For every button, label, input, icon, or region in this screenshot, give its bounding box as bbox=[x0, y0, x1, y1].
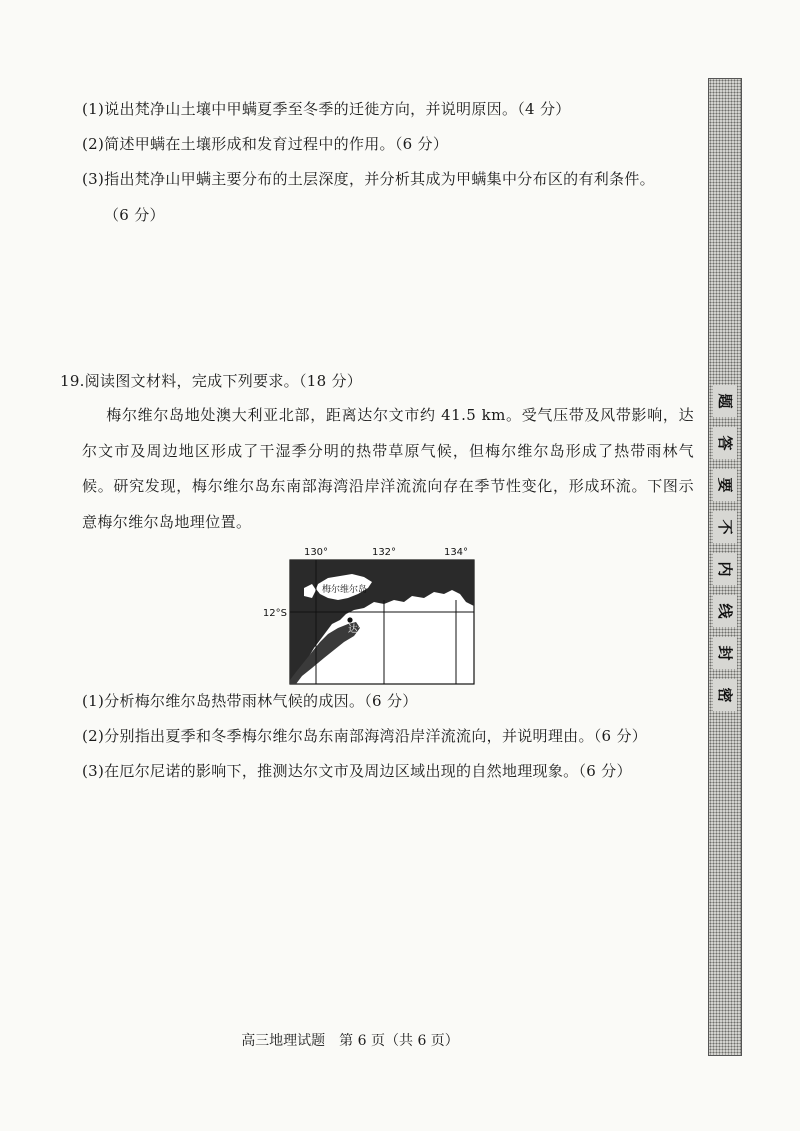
seal-char-1: 密 bbox=[713, 679, 737, 711]
q19-heading: 19.阅读图文材料，完成下列要求。（18 分） bbox=[60, 372, 363, 390]
q19-material-text: 梅尔维尔岛地处澳大利亚北部，距离达尔文市约 41.5 km。受气压带及风带影响，达尔文市及周边地区形成了干湿季分明的热带草原气候，但梅尔维尔岛形成了热带雨林气候。研究发现，梅尔维尔岛东南部海湾沿岸洋流流向存在季节性变化，形成环流。下图示意梅尔维尔岛地理位置。 bbox=[82, 406, 694, 531]
q18-sub2: (2)简述甲螨在土壤形成和发育过程中的作用。（6 分） bbox=[82, 135, 449, 153]
darwin-label: 达尔文 bbox=[348, 624, 377, 635]
lon-label-130: 130° bbox=[303, 547, 329, 558]
lon-label-132: 132° bbox=[371, 547, 397, 558]
seal-char-3: 线 bbox=[713, 595, 737, 627]
seal-char-7: 答 bbox=[713, 427, 737, 459]
q18-sub1: (1)说出梵净山土壤中甲螨夏季至冬季的迁徙方向，并说明原因。（4 分） bbox=[82, 100, 571, 118]
map-figure bbox=[256, 544, 486, 690]
lat-label-12s: 12°S bbox=[262, 608, 287, 619]
seal-char-5: 不 bbox=[713, 511, 737, 543]
seal-char-4: 内 bbox=[713, 553, 737, 585]
q19-sub1: (1)分析梅尔维尔岛热带雨林气候的成因。（6 分） bbox=[82, 692, 418, 710]
darwin-point bbox=[347, 617, 352, 622]
page-footer: 高三地理试题 第 6 页（共 6 页） bbox=[241, 1033, 459, 1049]
q19-sub3: (3)在厄尔尼诺的影响下，推测达尔文市及周边区域出现的自然地理现象。（6 分） bbox=[82, 762, 632, 780]
seal-char-2: 封 bbox=[713, 637, 737, 669]
island-label: 梅尔维尔岛 bbox=[322, 585, 368, 595]
q18-sub3-line1: (3)指出梵净山甲螨主要分布的土层深度，并分析其成为甲螨集中分布区的有利条件。 bbox=[82, 170, 655, 188]
q19-sub2: (2)分别指出夏季和冬季梅尔维尔岛东南部海湾沿岸洋流流向，并说明理由。（6 分） bbox=[82, 727, 648, 745]
seal-char-6: 要 bbox=[713, 469, 737, 501]
q18-sub3-line2: （6 分） bbox=[104, 206, 165, 224]
q19-material bbox=[82, 398, 694, 540]
lon-label-134: 134° bbox=[443, 547, 469, 558]
seal-char-8: 题 bbox=[713, 385, 737, 417]
seal-strip bbox=[708, 78, 742, 1056]
melville-island-map bbox=[256, 544, 486, 690]
